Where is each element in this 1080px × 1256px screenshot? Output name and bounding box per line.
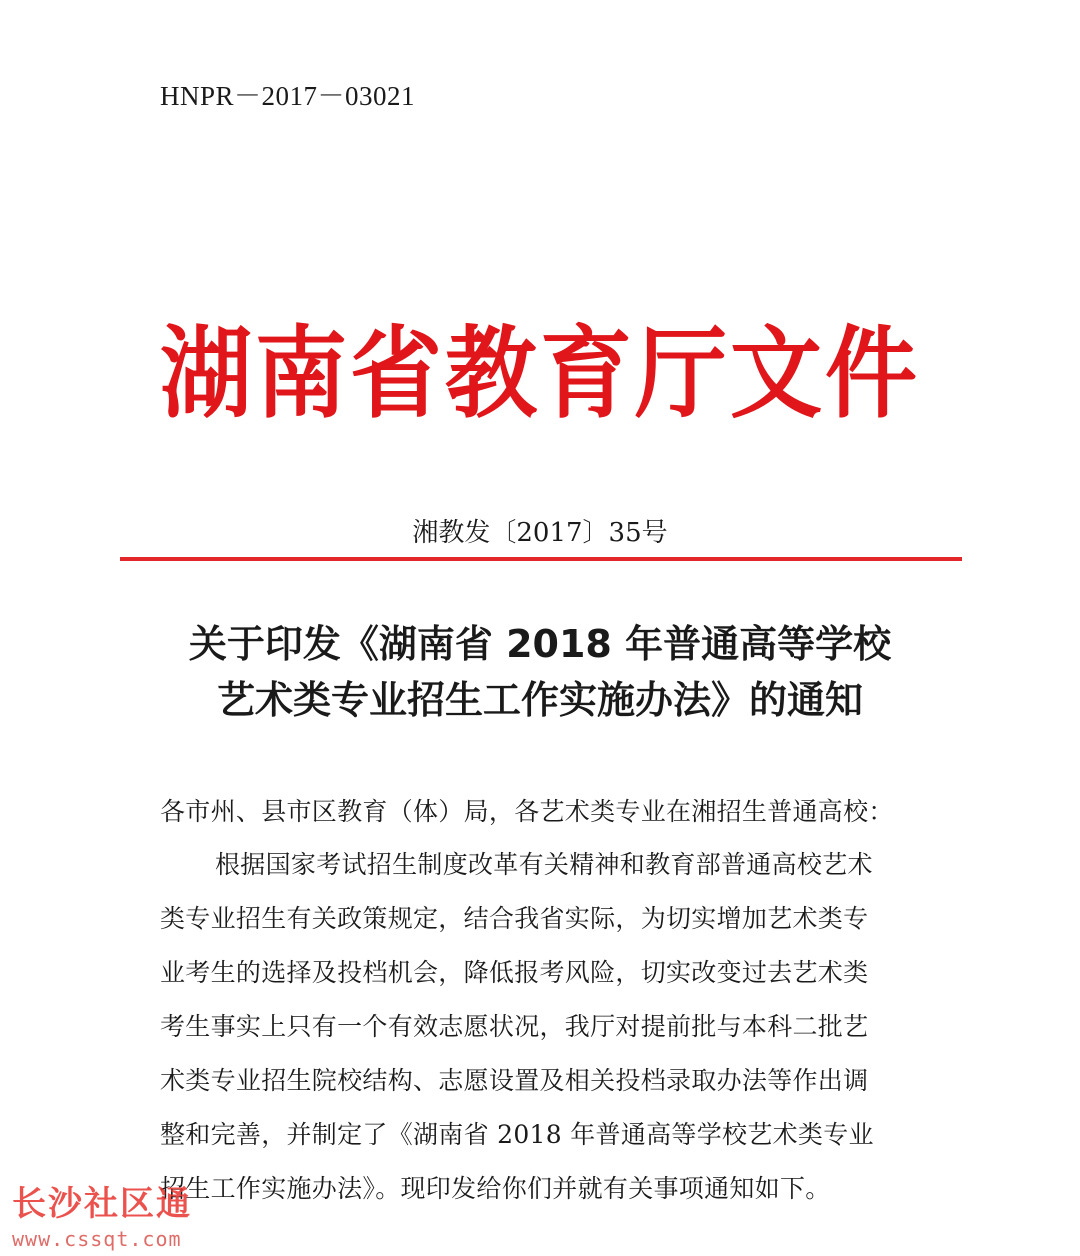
notice-title-line-2: 艺术类专业招生工作实施办法》的通知 [216, 678, 863, 722]
site-watermark [12, 1176, 222, 1251]
watermark-url: www.cssqt.com [12, 1227, 182, 1251]
red-divider-line [120, 557, 962, 561]
body-line: 类专业招生有关政策规定，结合我省实际，为切实增加艺术类专 [160, 904, 869, 933]
addressee-line: 各市州、县市区教育（体）局，各艺术类专业在湘招生普通高校： [160, 797, 894, 826]
body-line: 招生工作实施办法》。现印发给你们并就有关事项通知如下。 [160, 1174, 831, 1203]
issue-number: 湘教发〔2017〕35号 [412, 518, 668, 548]
body-line: 业考生的选择及投档机会，降低报考风险，切实改变过去艺术类 [160, 958, 869, 987]
body-line: 术类专业招生院校结构、志愿设置及相关投档录取办法等作出调 [160, 1066, 869, 1095]
issuer-header-title: 湖南省教育厅文件 [159, 316, 920, 432]
body-line: 整和完善，并制定了《湖南省 2018 年普通高等学校艺术类专业 [160, 1120, 874, 1149]
body-line: 根据国家考试招生制度改革有关精神和教育部普通高校艺术 [215, 850, 873, 879]
body-paragraph [160, 846, 930, 1224]
watermark-logo-text: 长沙社区通 [12, 1184, 192, 1224]
body-line: 考生事实上只有一个有效志愿状况，我厅对提前批与本科二批艺 [160, 1012, 869, 1041]
notice-title [0, 616, 1080, 728]
notice-title-line-1: 关于印发《湖南省 2018 年普通高等学校 [188, 622, 892, 666]
document-code: HNPR－2017－03021 [160, 81, 416, 111]
